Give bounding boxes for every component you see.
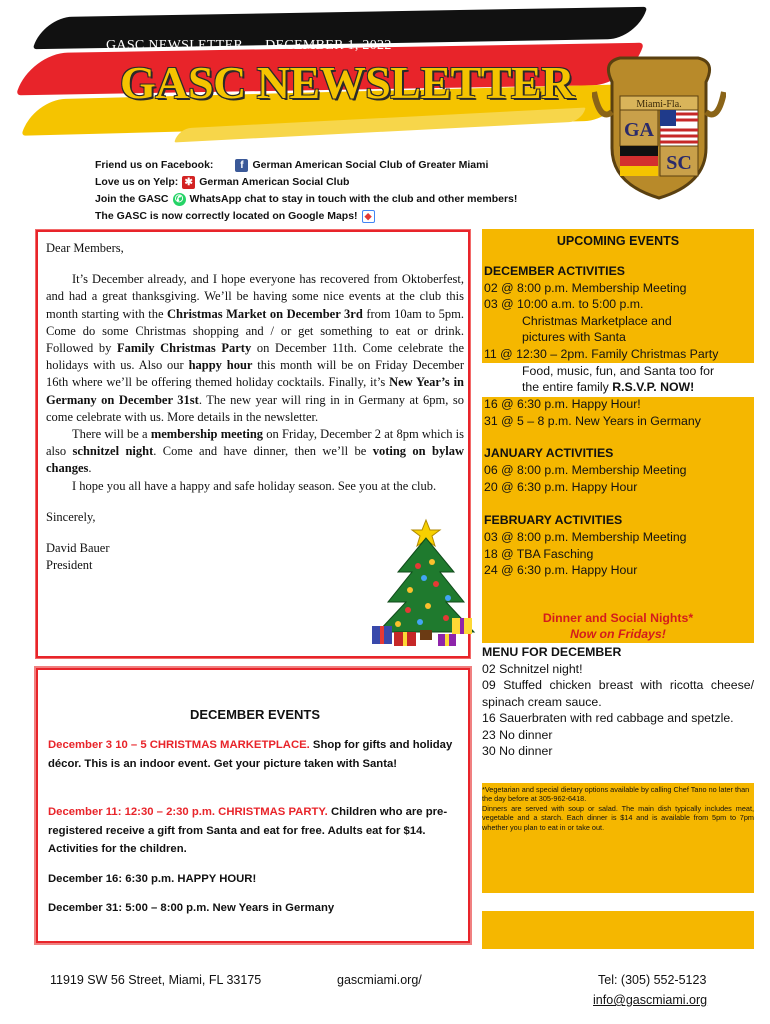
club-crest-icon bbox=[592, 52, 726, 202]
header-small-title: GASC NEWSLETTER bbox=[106, 38, 244, 53]
december-menu bbox=[482, 644, 754, 760]
signer-name: David Bauer bbox=[46, 541, 110, 556]
yelp-row bbox=[95, 174, 517, 191]
event-new-years: December 31: 5:00 – 8:00 p.m. New Years in Germany bbox=[48, 902, 335, 914]
yelp-icon[interactable]: ✱ bbox=[182, 176, 195, 189]
whatsapp-text[interactable]: WhatsApp chat to stay in touch with the club and other members! bbox=[189, 193, 518, 205]
facebook-icon[interactable]: f bbox=[235, 159, 248, 172]
menu-title: MENU FOR DECEMBER bbox=[482, 645, 622, 659]
president-letter bbox=[36, 230, 470, 658]
jan-activity-1: 06 @ 8:00 p.m. Membership Meeting bbox=[484, 463, 687, 477]
footer-email[interactable]: info@gascmiami.org bbox=[593, 993, 708, 1007]
maps-row bbox=[95, 208, 517, 225]
february-activities-heading: FEBRUARY ACTIVITIES bbox=[484, 513, 623, 527]
dinner-subtitle: Now on Fridays! bbox=[570, 627, 666, 641]
google-maps-icon[interactable]: ◆ bbox=[362, 210, 375, 223]
yelp-link[interactable]: German American Social Club bbox=[199, 176, 350, 188]
whatsapp-pre: Join the GASC bbox=[95, 193, 169, 205]
dec-activity-1: 02 @ 8:00 p.m. Membership Meeting bbox=[484, 281, 687, 295]
dec-activity-5: 31 @ 5 – 8 p.m. New Years in Germany bbox=[484, 414, 701, 428]
newsletter-title: GASC NEWSLETTER bbox=[120, 57, 574, 108]
dietary-note bbox=[482, 785, 754, 832]
menu-item-5: 30 No dinner bbox=[482, 744, 553, 758]
feb-activity-3: 24 @ 6:30 p.m. Happy Hour bbox=[484, 563, 638, 577]
feb-activity-1: 03 @ 8:00 p.m. Membership Meeting bbox=[484, 530, 687, 544]
footer-address: 11919 SW 56 Street, Miami, FL 33175 bbox=[50, 973, 262, 987]
footer-website[interactable]: gascmiami.org/ bbox=[337, 973, 422, 987]
dec-activity-2-detail: Christmas Marketplace and bbox=[522, 314, 672, 328]
menu-item-3: 16 Sauerbraten with red cabbage and spetzle. bbox=[482, 711, 734, 725]
social-links bbox=[95, 157, 517, 225]
header-date: DECEMBER 1, 2022 bbox=[265, 38, 392, 53]
dec-activity-4: 16 @ 6:30 p.m. Happy Hour! bbox=[484, 397, 641, 411]
letter-paragraph-1: It’s December already, and I hope everyone has recovered from Oktoberfest, and had a great thanksgiving. We’ll be having some nice events at the club this month starting with the Christmas Market on December 3rd from 10am to 5pm. Come do some Christmas shopping and / or get something to eat or drink. Followed by Family Christmas Party on December 11th. Come celebrate the holidays with us. Also our happy hour this month will be on Friday December 16th where we’ll be offering themed holiday cocktails. Finally, it’s New Year’s in Germany on December 31st. The new year will ring in in Germany at 6pm, so come celebrate with us. More details in the newsletter. bbox=[46, 272, 465, 424]
letter-paragraph-2: There will be a membership meeting on Friday, December 2 at 8pm which is also schnitzel night. Come and have dinner, then we’ll be voting on bylaw changes. bbox=[46, 427, 465, 476]
crest-letters-bottom: SC bbox=[666, 152, 692, 174]
christmas-tree-icon bbox=[368, 514, 484, 648]
dinner-title: Dinner and Social Nights* bbox=[542, 611, 694, 625]
december-events-title: DECEMBER EVENTS bbox=[189, 707, 321, 722]
event-christmas-party: December 11: 12:30 – 2:30 p.m. CHRISTMAS PARTY. Children who are pre-registered receive a gift from Santa and eat for free. Adults eat for $14. Activities for the children. bbox=[48, 806, 448, 855]
feb-activity-2: 18 @ TBA Fasching bbox=[484, 547, 594, 561]
event-christmas-marketplace: December 3 10 – 5 CHRISTMAS MARKETPLACE. Shop for gifts and holiday décor. This is an indoor event. Get your picture taken with Santa! bbox=[48, 739, 453, 770]
dec-activity-3-detail-2: the entire family R.S.V.P. NOW! bbox=[522, 380, 695, 394]
menu-item-2: 09 Stuffed chicken breast with ricotta cheese/ spinach cream sauce. bbox=[482, 678, 754, 709]
dietary-note-1: *Vegetarian and special dietary options available by calling Chef Tano no later than the day before at 305-962-6418. bbox=[482, 785, 750, 804]
dietary-note-2: Dinners are served with soup or salad. The main dish typically includes meat, vegetable and a starch. Each dinner is $14 and is available from 5pm to 7pm whether you plan to eat in or take out. bbox=[482, 803, 754, 832]
footer-phone: Tel: (305) 552-5123 bbox=[598, 973, 707, 987]
column-gap-band bbox=[482, 893, 754, 911]
crest-letters-top: GA bbox=[624, 119, 654, 141]
signer-role: President bbox=[46, 558, 93, 573]
letter-greeting: Dear Members, bbox=[46, 241, 124, 255]
dec-activity-2-detail-2: pictures with Santa bbox=[522, 330, 626, 344]
january-activities-heading: JANUARY ACTIVITIES bbox=[484, 446, 614, 460]
december-activities-heading: DECEMBER ACTIVITIES bbox=[484, 264, 625, 278]
event-happy-hour: December 16: 6:30 p.m. HAPPY HOUR! bbox=[48, 873, 257, 885]
upcoming-events-title: UPCOMING EVENTS bbox=[556, 234, 680, 248]
whatsapp-icon[interactable]: ✆ bbox=[173, 193, 186, 206]
whatsapp-row bbox=[95, 191, 517, 208]
december-events-box bbox=[36, 668, 470, 943]
crest-caption: Miami-Fla. bbox=[636, 99, 682, 110]
dec-activity-2: 03 @ 10:00 a.m. to 5:00 p.m. bbox=[484, 297, 644, 311]
dec-activity-3: 11 @ 12:30 – 2pm. Family Christmas Party bbox=[484, 347, 719, 361]
dec-activity-3-detail: Food, music, fun, and Santa too for bbox=[522, 364, 715, 378]
header-subtitle bbox=[106, 38, 392, 54]
facebook-label: Friend us on Facebook: bbox=[95, 159, 214, 171]
upcoming-events-column bbox=[482, 229, 754, 949]
menu-item-4: 23 No dinner bbox=[482, 727, 553, 742]
facebook-link[interactable]: German American Social Club of Greater Miami bbox=[252, 159, 489, 171]
facebook-row bbox=[95, 157, 517, 174]
maps-text[interactable]: The GASC is now correctly located on Google Maps! bbox=[95, 210, 358, 222]
menu-item-1: 02 Schnitzel night! bbox=[482, 661, 583, 676]
letter-closing: Sincerely, bbox=[46, 509, 96, 524]
yelp-label: Love us on Yelp: bbox=[95, 176, 179, 188]
letter-paragraph-3: I hope you all have a happy and safe holiday season. See you at the club. bbox=[72, 478, 437, 493]
jan-activity-2: 20 @ 6:30 p.m. Happy Hour bbox=[484, 480, 638, 494]
